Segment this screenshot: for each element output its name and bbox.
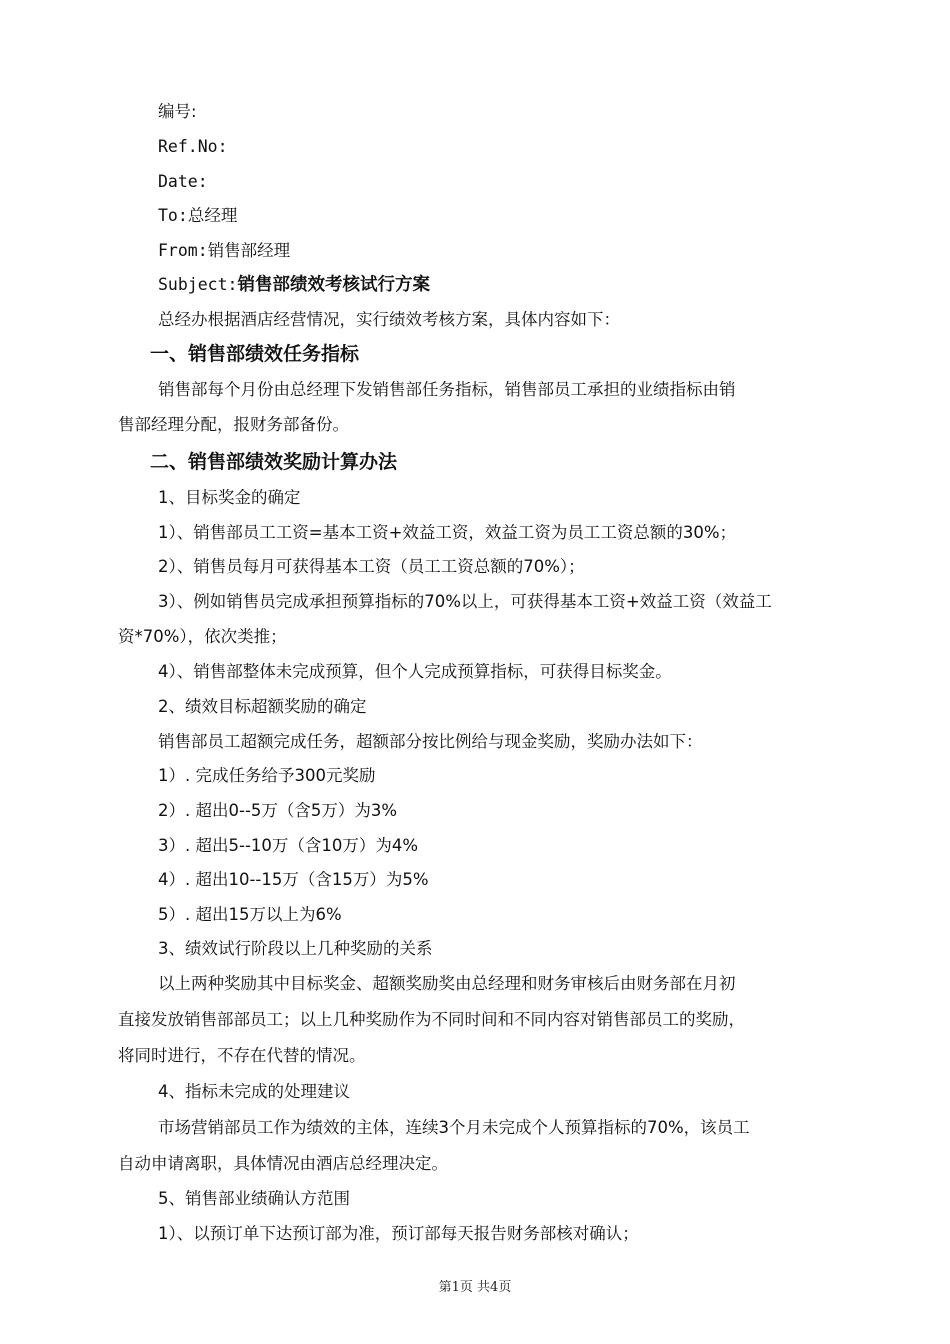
section2-sub3-line3: 将同时进行，不存在代替的情况。 — [118, 1046, 366, 1065]
memo-to — [158, 205, 878, 227]
intro-text: 总经办根据酒店经营情况，实行绩效考核方案，具体内容如下： — [158, 310, 620, 329]
reward-item-2: 2）. 超出0--5万（含5万）为3% — [158, 801, 398, 820]
memo-to-label: To: — [158, 206, 188, 225]
page-footer: 第1页 共4页 — [438, 1280, 512, 1295]
memo-ref-label: Ref.No: — [158, 137, 228, 156]
section2-sub3-line1: 以上两种奖励其中目标奖金、超额奖励奖由总经理和财务审核后由财务部在月初 — [158, 974, 736, 993]
section1-para-line2: 售部经理分配，报财务部备份。 — [118, 415, 349, 434]
memo-subject — [158, 274, 878, 296]
reward-item-4: 4）. 超出10--15万（含15万）为5% — [158, 870, 429, 889]
section1-heading: 一、销售部绩效任务指标 — [150, 343, 360, 365]
section1-para-line1: 销售部每个月份由总经理下发销售部任务指标，销售部员工承担的业绩指标由销 — [158, 380, 736, 399]
section2-sub5: 5、销售部业绩确认方范围 — [158, 1189, 350, 1208]
section2-item4: 4）、销售部整体未完成预算，但个人完成预算指标，可获得目标奖金。 — [158, 662, 672, 681]
section2-sub3-line2: 直接发放销售部部员工；以上几种奖励作为不同时间和不同内容对销售部员工的奖励， — [118, 1010, 745, 1029]
memo-from-label: From: — [158, 241, 208, 260]
section2-sub4: 4、指标未完成的处理建议 — [158, 1082, 350, 1101]
section2-item3-line1: 3）、例如销售员完成承担预算指标的70%以上，可获得基本工资+效益工资（效益工 — [158, 592, 772, 611]
memo-date-label: Date: — [158, 172, 208, 191]
section2-sub4-line1: 市场营销部员工作为绩效的主体，连续3个月未完成个人预算指标的70%，该员工 — [158, 1118, 750, 1137]
section2-item3-line2: 资*70%），依次类推； — [118, 627, 287, 646]
reward-item-5: 5）. 超出15万以上为6% — [158, 905, 342, 924]
section2-sub2: 2、绩效目标超额奖励的确定 — [158, 697, 367, 716]
reward-item-1: 1）. 完成任务给予300元奖励 — [158, 766, 376, 785]
memo-to-value: 总经理 — [187, 206, 238, 225]
memo-subject-label: Subject: — [158, 275, 238, 294]
memo-from-value: 销售部经理 — [207, 241, 291, 260]
reward-item-3: 3）. 超出5--10万（含10万）为4% — [158, 836, 419, 855]
section2-item1: 1）、销售部员工工资=基本工资+效益工资，效益工资为员工工资总额的30%； — [158, 523, 737, 542]
section2-sub2-intro: 销售部员工超额完成任务，超额部分按比例给与现金奖励，奖励办法如下： — [158, 732, 703, 751]
section2-item2: 2）、销售员每月可获得基本工资（员工工资总额的70%）； — [158, 557, 585, 576]
section2-sub4-line2: 自动申请离职，具体情况由酒店总经理决定。 — [118, 1154, 448, 1173]
memo-from — [158, 240, 878, 262]
section2-sub3: 3、绩效试行阶段以上几种奖励的关系 — [158, 939, 433, 958]
section2-sub5-item1: 1）、以预订单下达预订部为准，预订部每天报告财务部核对确认； — [158, 1224, 639, 1243]
memo-number-label: 编号: — [158, 102, 197, 121]
section2-heading: 二、销售部绩效奖励计算办法 — [150, 451, 398, 473]
memo-subject-value: 销售部绩效考核试行方案 — [237, 275, 430, 295]
section2-sub1: 1、目标奖金的确定 — [158, 488, 301, 507]
